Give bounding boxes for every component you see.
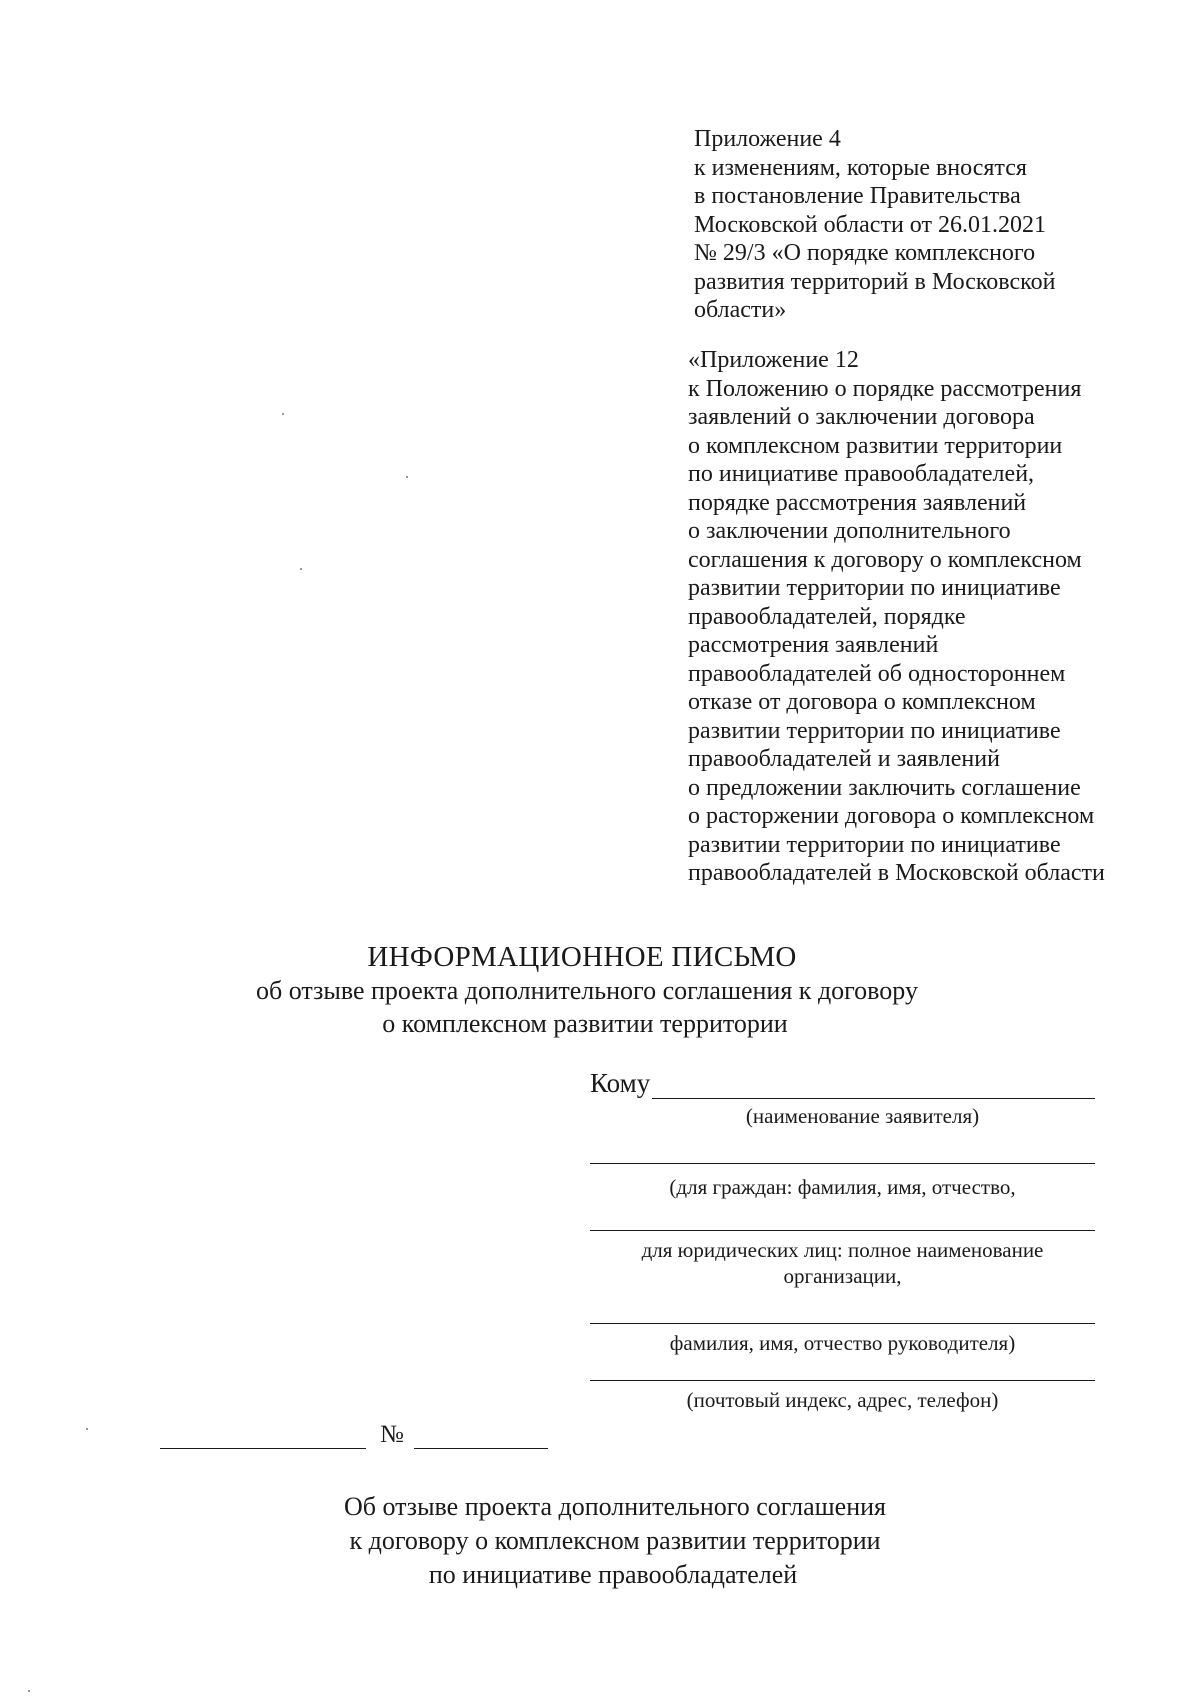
number-field[interactable]: [414, 1420, 548, 1449]
addressee-hint: (наименование заявителя): [745, 1104, 980, 1128]
annex-12-line: к Положению о порядке рассмотрения: [688, 375, 1082, 402]
title-subtitle-line: о комплексном развитии территории: [382, 1009, 788, 1038]
subject-line: к договору о комплексном развитии территории: [349, 1526, 881, 1555]
annex-12-line: о заключении дополнительного: [688, 518, 1011, 544]
annex-4-line: области»: [694, 297, 787, 323]
addressee-hint: для юридических лиц: полное наименование: [641, 1238, 1044, 1262]
number-sign: №: [380, 1421, 404, 1448]
annex-12-line: рассмотрения заявлений: [688, 632, 939, 658]
addressee-field-line[interactable]: [590, 1163, 1095, 1164]
annex-4-line: Московской области от 26.01.2021: [694, 211, 1046, 238]
addressee-field-line[interactable]: [590, 1380, 1095, 1381]
annex-12-line: развитии территории по инициативе: [688, 717, 1061, 744]
document-title: [0, 940, 1200, 1040]
annex-12-line: правообладателей об одностороннем: [688, 660, 1066, 687]
annex-4-line: № 29/3 «О порядке комплексного: [694, 240, 1036, 266]
annex-12-line: порядке рассмотрения заявлений: [688, 489, 1027, 516]
addressee-hint: фамилия, имя, отчество руководителя): [669, 1331, 1016, 1355]
annex-4-line: развития территорий в Московской: [694, 268, 1056, 295]
annex-4-line: к изменениям, которые вносятся: [694, 154, 1027, 181]
annex-4-line: Приложение 4: [694, 126, 841, 152]
annex-12-header: [688, 346, 1105, 888]
scan-speck: [406, 476, 408, 478]
annex-12-line: правообладателей, порядке: [688, 603, 966, 630]
annex-12-line: о комплексном развитии территории: [688, 432, 1063, 459]
annex-4-header: [694, 125, 1055, 325]
annex-12-line: развитии территории по инициативе: [688, 831, 1061, 858]
date-number-line: [160, 1420, 548, 1449]
annex-12-line: отказе от договора о комплексном: [688, 689, 1036, 715]
addressee-hint: организации,: [783, 1264, 902, 1288]
scan-speck: [28, 1690, 30, 1692]
addressee-label: Кому: [590, 1068, 651, 1098]
date-field[interactable]: [160, 1420, 366, 1449]
annex-12-line: о расторжении договора о комплексном: [688, 803, 1095, 829]
title-main: ИНФОРМАЦИОННОЕ ПИСЬМО: [367, 941, 797, 973]
annex-12-line: правообладателей и заявлений: [688, 746, 1000, 772]
addressee-hint: (для граждан: фамилия, имя, отчество,: [669, 1175, 1016, 1199]
addressee-row: [590, 1065, 1095, 1099]
annex-12-line: соглашения к договору о комплексном: [688, 546, 1082, 573]
title-subtitle-line: об отзыве проекта дополнительного соглашения к договору: [256, 976, 918, 1005]
subject-line: по инициативе правообладателей: [428, 1560, 798, 1589]
annex-12-line: развитии территории по инициативе: [688, 575, 1061, 601]
annex-12-line: по инициативе правообладателей,: [688, 461, 1035, 487]
annex-4-line: в постановление Правительства: [694, 183, 1021, 209]
addressee-block: [590, 1065, 1095, 1413]
annex-12-line: заявлений о заключении договора: [688, 404, 1035, 430]
addressee-field-line[interactable]: [590, 1323, 1095, 1324]
addressee-field-line[interactable]: [590, 1230, 1095, 1231]
addressee-hint: (почтовый индекс, адрес, телефон): [686, 1388, 999, 1412]
scan-speck: [282, 413, 284, 415]
subject-line: Об отзыве проекта дополнительного соглашения: [343, 1492, 887, 1521]
annex-12-line: «Приложение 12: [688, 347, 859, 373]
annex-12-line: правообладателей в Московской области: [688, 860, 1105, 886]
addressee-name-field[interactable]: [652, 1070, 1095, 1099]
annex-12-line: о предложении заключить соглашение: [688, 774, 1081, 801]
letter-subject: [0, 1490, 1200, 1592]
scan-speck: [300, 568, 302, 570]
scan-speck: [86, 1428, 88, 1430]
